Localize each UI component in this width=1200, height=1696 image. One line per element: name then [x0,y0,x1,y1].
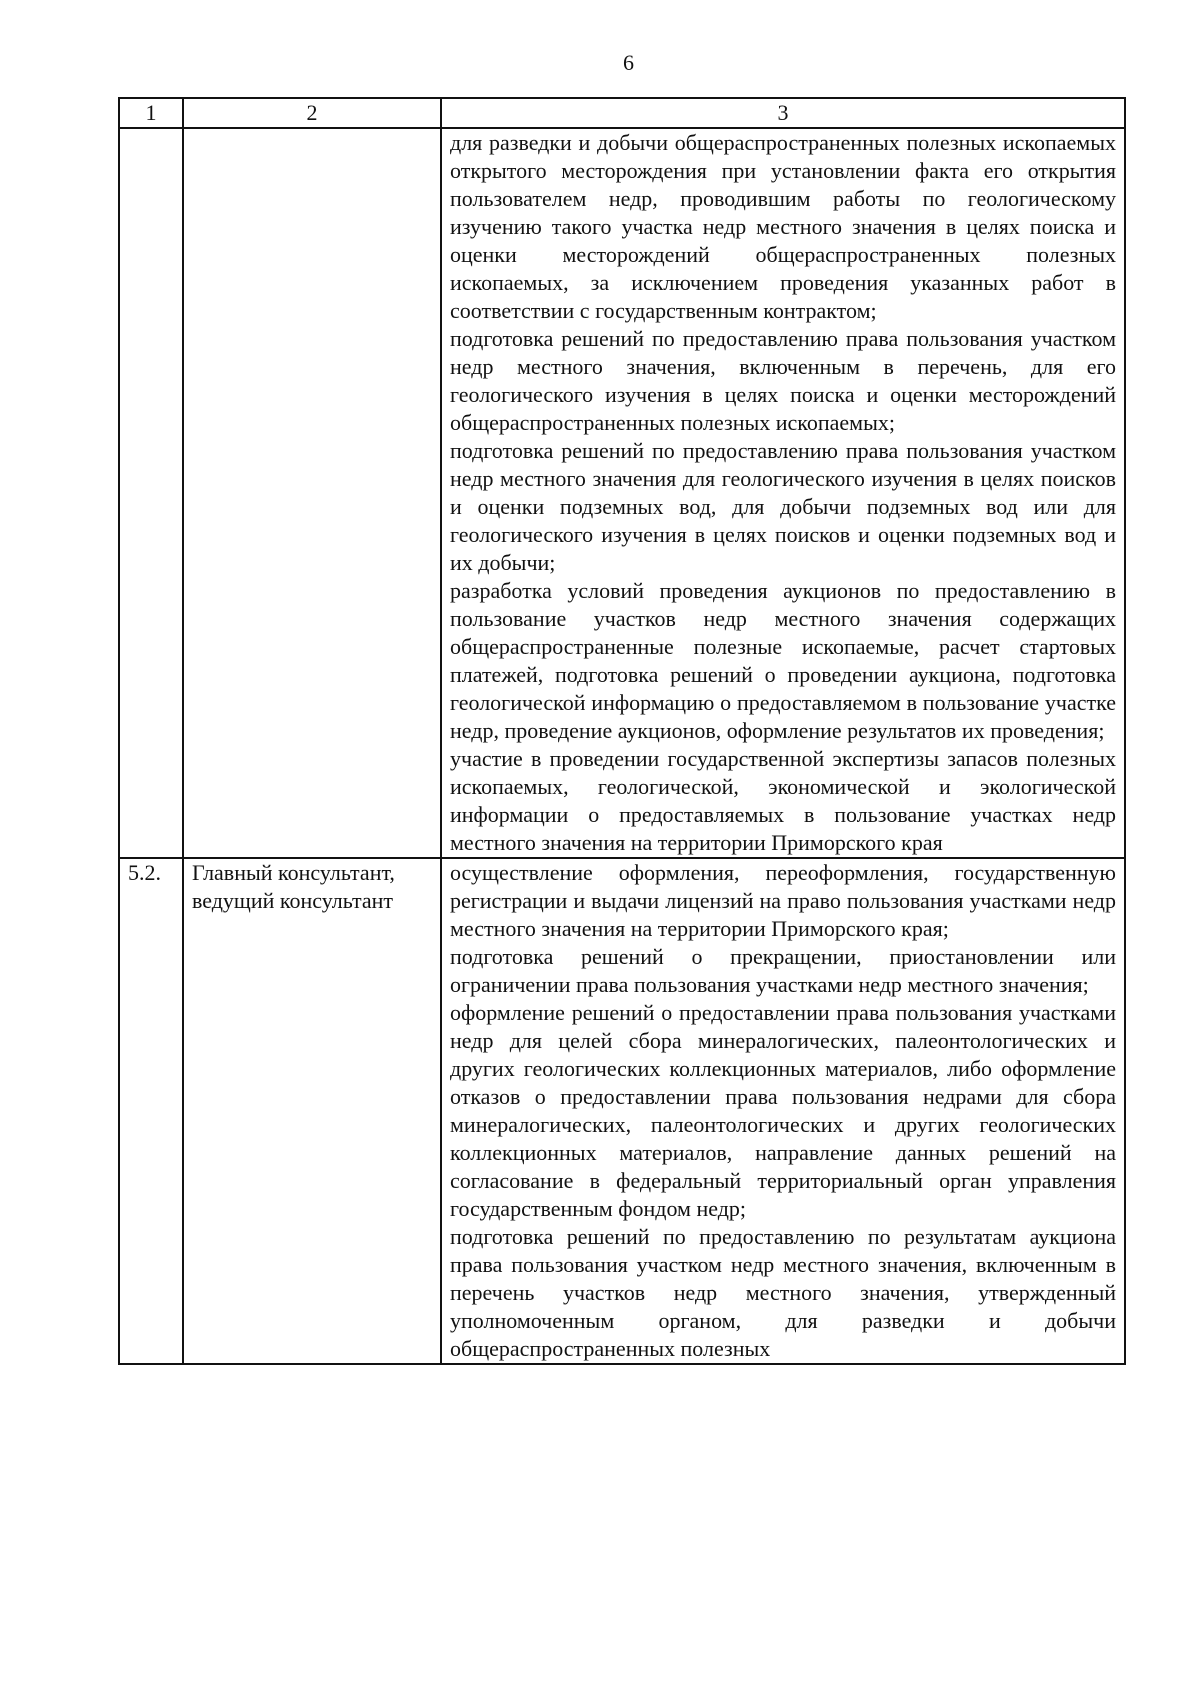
duty-paragraph: осуществление оформления, переоформления, государственную регистрации и выдачи лицензий на право пользования участками недр местного значения на территории Приморского края; [450,860,1116,941]
table-row [119,128,1125,858]
table-header-row [119,98,1125,128]
duty-paragraph: оформление решений о предоставлении права пользования участками недр для целей сбора минералогических, палеонтологических и других геологических коллекционных материалов, либо оформление отказов о предоставлении права пользования недрами для сбора минералогических, палеонтологических и других геологических коллекционных материалов, направление данных решений на согласование в федеральный территориальный орган управления государственным фондом недр; [450,1000,1116,1221]
table-row [119,858,1125,1364]
row-duties [441,128,1125,858]
duty-paragraph: подготовка решений по предоставлению права пользования участком недр местного значения, включенным в перечень, для его геологического изучения в целях поиска и оценки месторождений общераспространенных полезных ископаемых; [450,326,1116,435]
duty-paragraph: участие в проведении государственной экспертизы запасов полезных ископаемых, геологической, экономической и экологической информации о предоставляемых в пользование участках недр местного значения на территории Приморского края [450,746,1116,855]
row-position [183,128,441,858]
header-col-3: 3 [441,98,1125,128]
duties-table [118,97,1126,1365]
row-number: 5.2. [119,858,183,1364]
header-col-1: 1 [119,98,183,128]
duty-paragraph: для разведки и добычи общераспространенных полезных ископаемых открытого месторождения при установлении факта его открытия пользователем недр, проводившим работы по геологическому изучению такого участка недр местного значения в целях поиска и оценки месторождений общераспространенных полезных ископаемых, за исключением проведения указанных работ в соответствии с государственным контрактом; [450,130,1116,323]
page-number: 6 [623,50,634,75]
row-number [119,128,183,858]
row-position: Главный консультант, ведущий консультант [183,858,441,1364]
duty-paragraph: подготовка решений по предоставлению по результатам аукциона права пользования участком недр местного значения, включенным в перечень участков недр местного значения, утвержденный уполномоченным органом, для разведки и добычи общераспространенных полезных [450,1224,1116,1361]
row-duties [441,858,1125,1364]
duty-paragraph: подготовка решений по предоставлению права пользования участком недр местного значения для геологического изучения в целях поисков и оценки подземных вод, для добычи подземных вод или для геологического изучения в целях поисков и оценки подземных вод и их добычи; [450,438,1116,575]
duty-paragraph: разработка условий проведения аукционов по предоставлению в пользование участков недр местного значения содержащих общераспространенные полезные ископаемые, расчет стартовых платежей, подготовка решений о проведении аукциона, подготовка геологической информацию о предоставляемом в пользование участке недр, проведение аукционов, оформление результатов их проведения; [450,578,1116,743]
header-col-2: 2 [183,98,441,128]
duty-paragraph: подготовка решений о прекращении, приостановлении или ограничении права пользования участками недр местного значения; [450,944,1116,997]
